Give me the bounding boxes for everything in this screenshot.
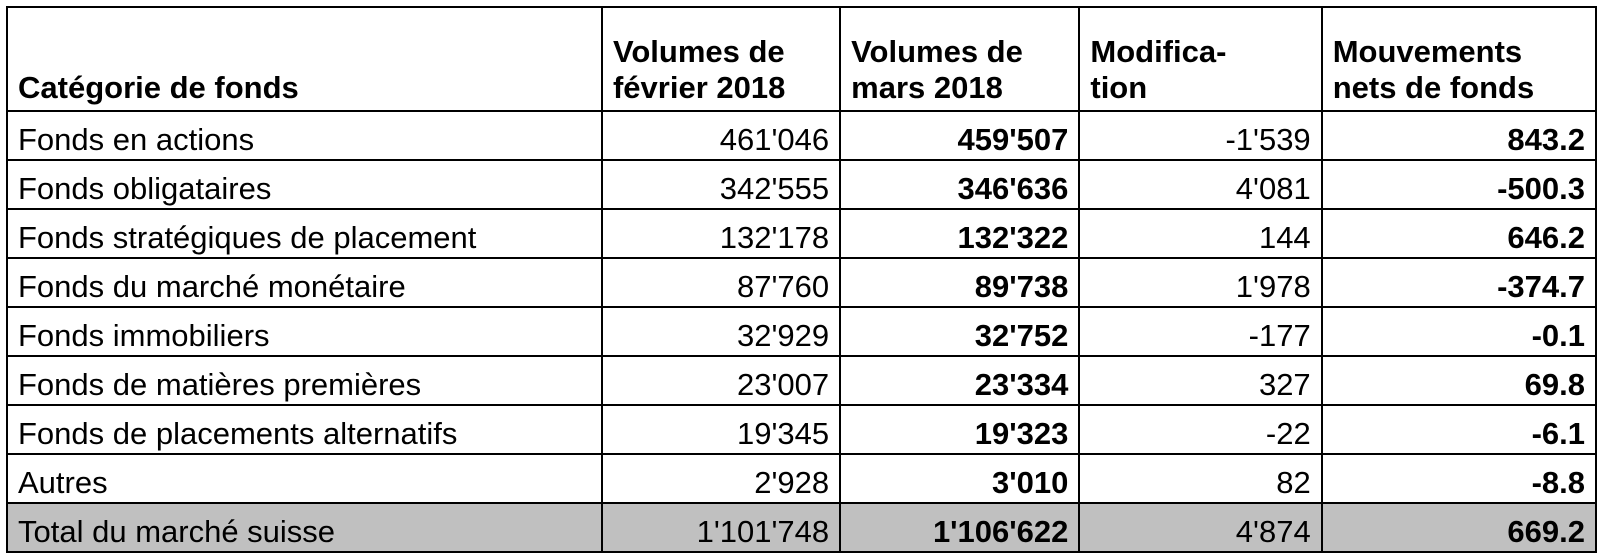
cell-flows: 843.2 <box>1322 111 1596 160</box>
cell-change: -177 <box>1079 307 1321 356</box>
cell-mar: 346'636 <box>840 160 1079 209</box>
cell-category: Fonds de placements alternatifs <box>7 405 602 454</box>
cell-mar: 19'323 <box>840 405 1079 454</box>
cell-flows: -6.1 <box>1322 405 1596 454</box>
cell-change: -1'539 <box>1079 111 1321 160</box>
cell-feb: 19'345 <box>602 405 840 454</box>
total-category: Total du marché suisse <box>7 503 602 552</box>
table-row <box>7 307 1596 356</box>
cell-category: Fonds obligataires <box>7 160 602 209</box>
table-row <box>7 405 1596 454</box>
cell-category: Fonds en actions <box>7 111 602 160</box>
total-mar: 1'106'622 <box>840 503 1079 552</box>
cell-change: 1'978 <box>1079 258 1321 307</box>
cell-mar: 23'334 <box>840 356 1079 405</box>
cell-mar: 89'738 <box>840 258 1079 307</box>
header-change-line-2: tion <box>1090 70 1148 105</box>
cell-feb: 23'007 <box>602 356 840 405</box>
header-feb-volumes <box>602 7 840 111</box>
table-row <box>7 160 1596 209</box>
fund-volumes-table <box>6 6 1597 553</box>
header-flows-line-2: nets de fonds <box>1332 70 1535 105</box>
cell-feb: 132'178 <box>602 209 840 258</box>
cell-change: 82 <box>1079 454 1321 503</box>
header-category-label: Catégorie de fonds <box>18 70 299 105</box>
cell-feb: 32'929 <box>602 307 840 356</box>
cell-flows: 69.8 <box>1322 356 1596 405</box>
cell-feb: 87'760 <box>602 258 840 307</box>
table-row <box>7 258 1596 307</box>
cell-flows: 646.2 <box>1322 209 1596 258</box>
cell-category: Fonds stratégiques de placement <box>7 209 602 258</box>
header-mar-line-1: Volumes de <box>851 34 1023 69</box>
header-change-line-1: Modifica- <box>1090 34 1227 69</box>
cell-mar: 3'010 <box>840 454 1079 503</box>
cell-feb: 461'046 <box>602 111 840 160</box>
cell-change: 4'081 <box>1079 160 1321 209</box>
total-flows: 669.2 <box>1322 503 1596 552</box>
cell-flows: -8.8 <box>1322 454 1596 503</box>
cell-feb: 2'928 <box>602 454 840 503</box>
cell-category: Fonds immobiliers <box>7 307 602 356</box>
table-row <box>7 209 1596 258</box>
header-net-flows <box>1322 7 1596 111</box>
header-feb-line-2: février 2018 <box>612 70 786 105</box>
cell-mar: 32'752 <box>840 307 1079 356</box>
header-mar-volumes <box>840 7 1079 111</box>
header-flows-line-1: Mouvements <box>1332 34 1523 69</box>
table-row <box>7 356 1596 405</box>
cell-feb: 342'555 <box>602 160 840 209</box>
cell-change: 144 <box>1079 209 1321 258</box>
table-header-row <box>7 7 1596 111</box>
cell-flows: -374.7 <box>1322 258 1596 307</box>
cell-category: Fonds de matières premières <box>7 356 602 405</box>
table-row <box>7 454 1596 503</box>
cell-category: Fonds du marché monétaire <box>7 258 602 307</box>
cell-flows: -0.1 <box>1322 307 1596 356</box>
cell-change: 327 <box>1079 356 1321 405</box>
header-feb-line-1: Volumes de <box>612 34 785 69</box>
total-row <box>7 503 1596 552</box>
cell-flows: -500.3 <box>1322 160 1596 209</box>
cell-mar: 459'507 <box>840 111 1079 160</box>
cell-category: Autres <box>7 454 602 503</box>
total-change: 4'874 <box>1079 503 1321 552</box>
cell-change: -22 <box>1079 405 1321 454</box>
table-row <box>7 111 1596 160</box>
cell-mar: 132'322 <box>840 209 1079 258</box>
total-feb: 1'101'748 <box>602 503 840 552</box>
header-category <box>7 7 602 111</box>
header-mar-line-2: mars 2018 <box>851 70 1003 105</box>
header-change <box>1079 7 1321 111</box>
